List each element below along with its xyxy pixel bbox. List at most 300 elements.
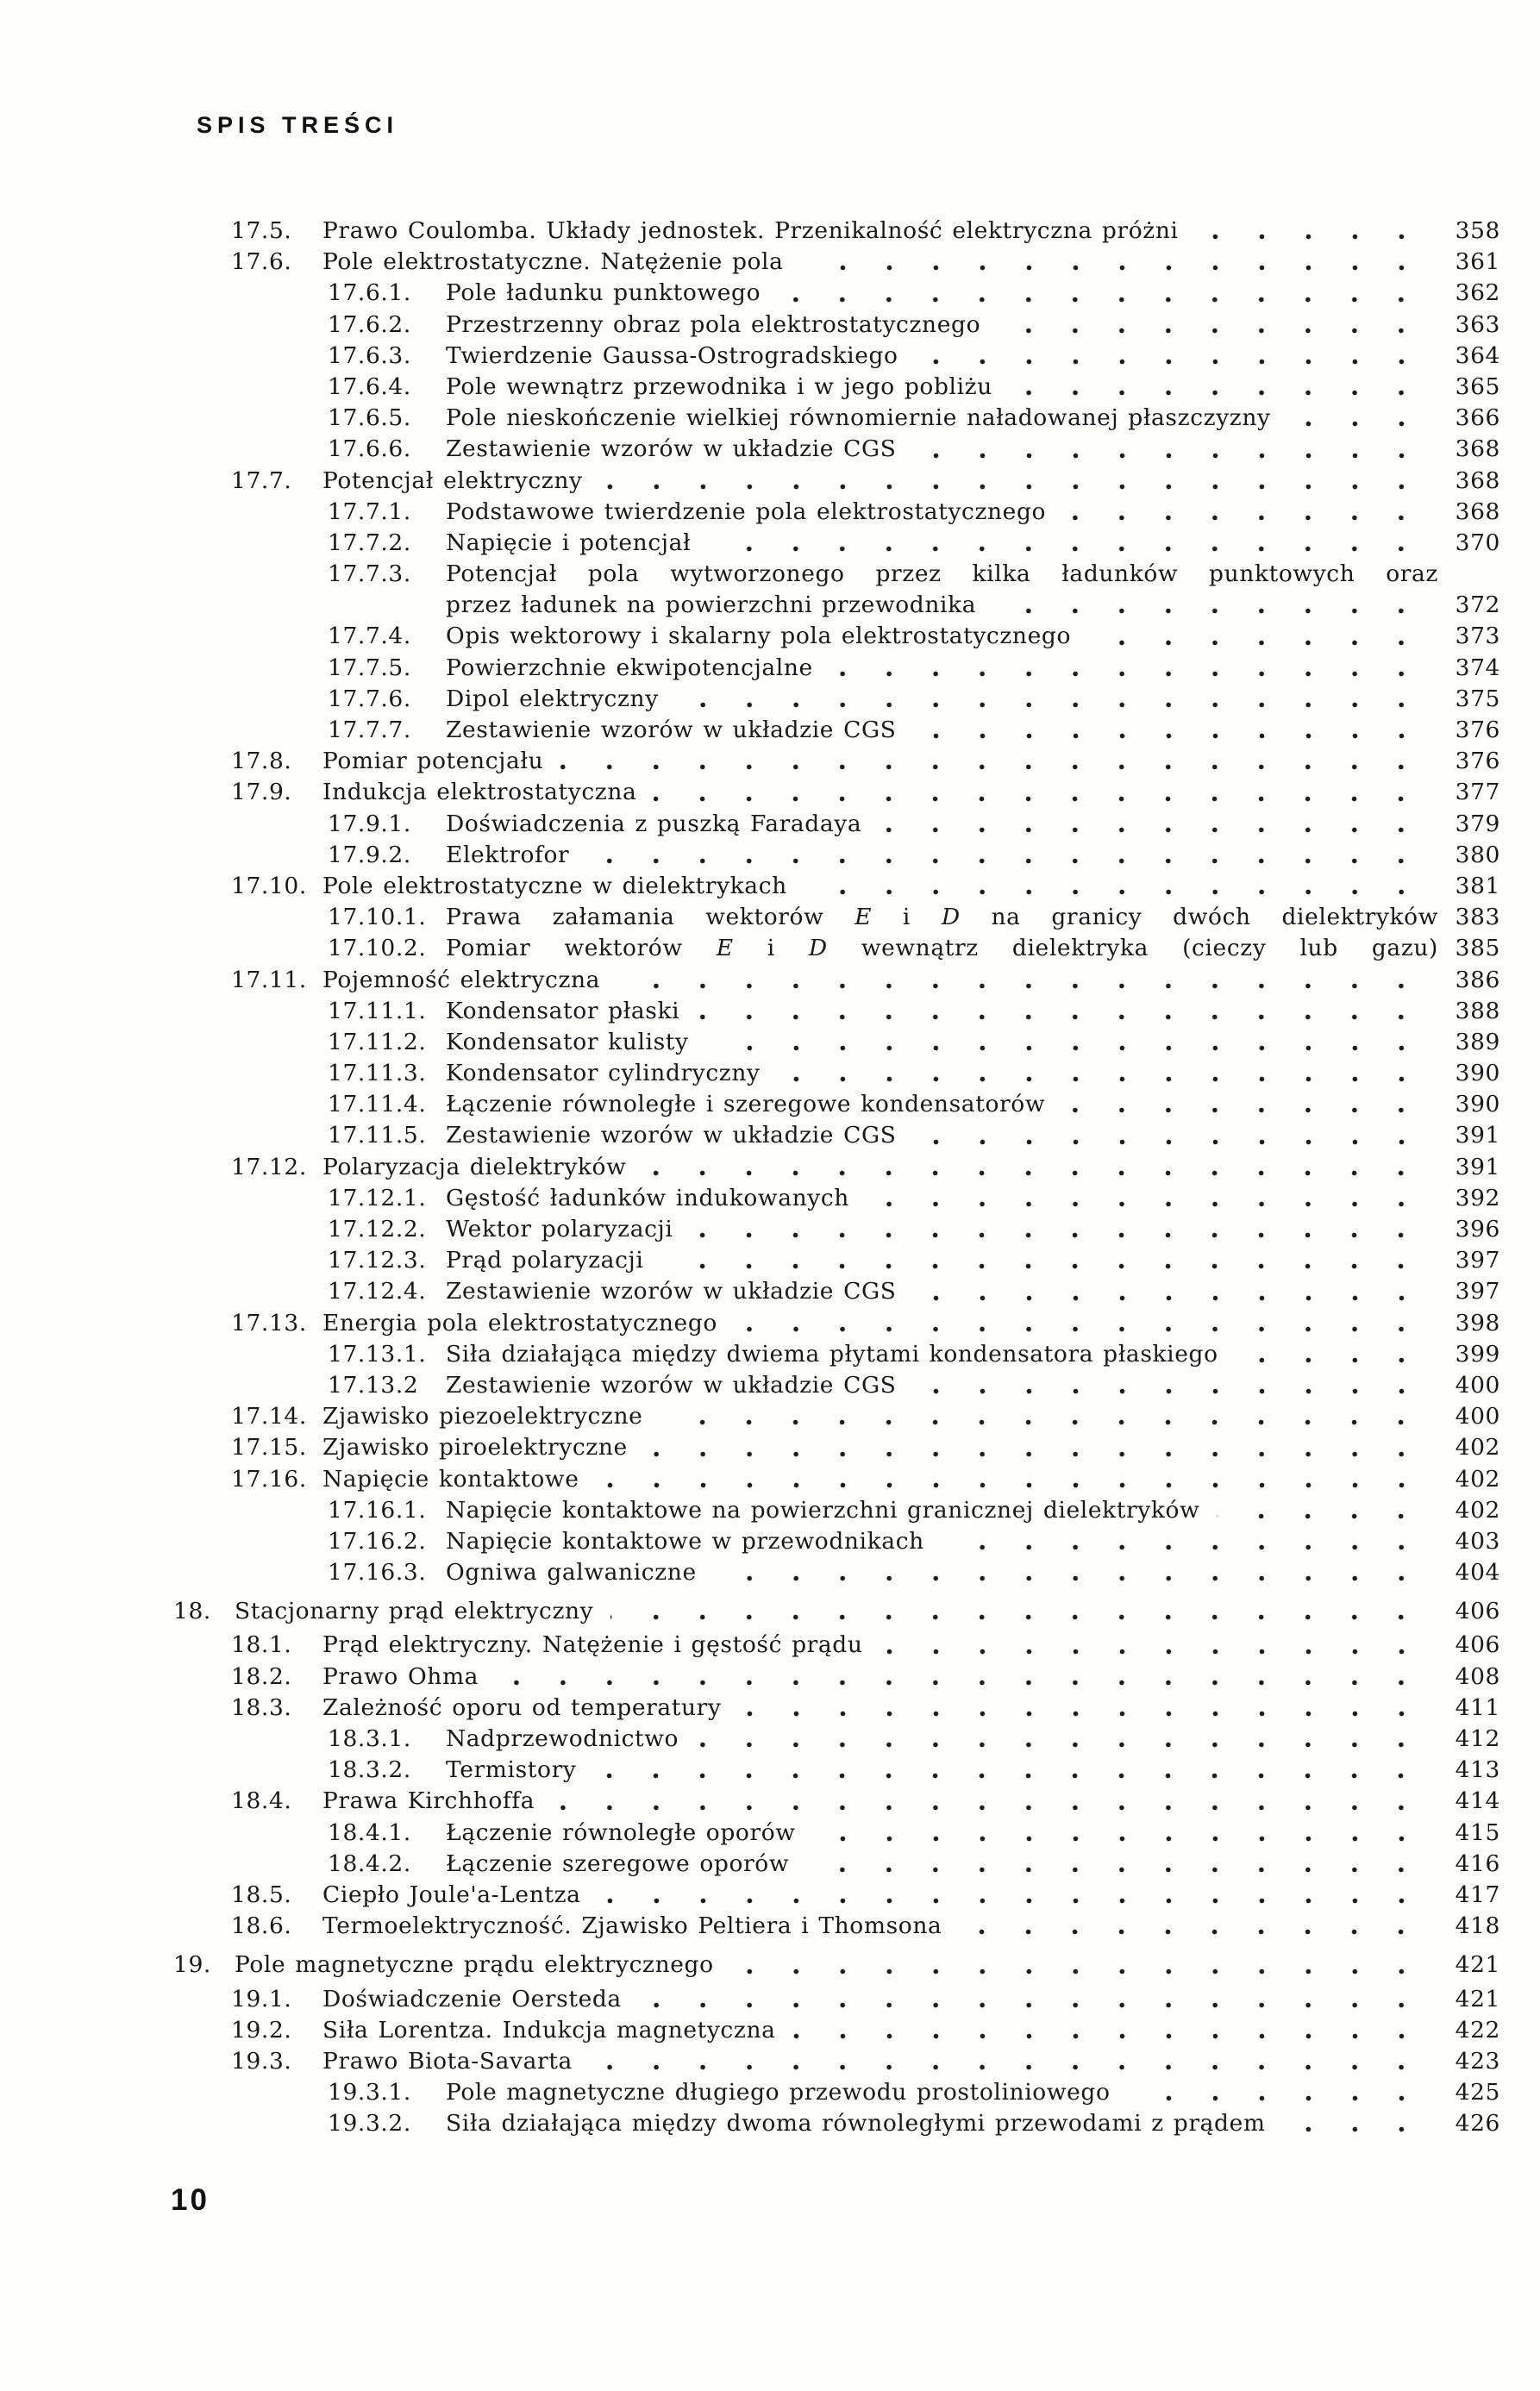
toc-entry — [0, 1120, 1540, 1151]
toc-entry-number: 17.6.1. — [328, 279, 411, 307]
dot-leader — [560, 764, 1424, 770]
toc-entry-title — [446, 1849, 789, 1880]
toc-entry — [0, 2046, 1540, 2077]
toc-entry-page: 397 — [1455, 1247, 1500, 1274]
toc-entry-page: 425 — [1455, 2079, 1500, 2106]
toc-entry-title-text: Polaryzacja dielektryków — [322, 1153, 627, 1180]
toc-entry — [0, 466, 1540, 497]
toc-entry-page: 396 — [1455, 1216, 1500, 1242]
toc-entry-number: 17.6.5. — [328, 404, 411, 432]
toc-entry-title-text: Potencjał elektryczny — [322, 466, 583, 494]
dot-leader — [645, 1451, 1424, 1457]
toc-entry-page: 376 — [1455, 717, 1500, 743]
dot-leader — [1088, 640, 1424, 646]
toc-entry — [0, 1183, 1540, 1214]
toc-entry — [0, 1027, 1540, 1058]
toc-entry — [0, 933, 1540, 964]
toc-entry — [0, 653, 1540, 684]
toc-entry — [0, 1276, 1540, 1307]
toc-entry-title-text: Pole magnetyczne prądu elektrycznego — [235, 1951, 714, 1979]
toc-entry-title-text: Napięcie kontaktowe w przewodnikach — [446, 1527, 924, 1555]
toc-entry-number: 17.12. — [231, 1153, 307, 1180]
dot-leader — [654, 796, 1424, 802]
toc-entry-title — [446, 653, 813, 684]
dot-leader — [867, 1201, 1424, 1207]
table-of-contents — [0, 216, 1540, 2139]
toc-entry-title-text: Łączenie równoległe i szeregowe kondensatorów — [446, 1091, 1046, 1118]
toc-entry — [0, 1693, 1540, 1724]
toc-entry-title-text: Pojemność elektryczna — [322, 966, 601, 993]
dot-leader — [1217, 1513, 1424, 1519]
toc-entry-number: 18. — [173, 1598, 211, 1625]
toc-entry-title — [446, 403, 1271, 434]
toc-entry — [0, 1245, 1540, 1276]
toc-entry — [0, 1818, 1540, 1849]
dot-leader — [1236, 1357, 1424, 1363]
toc-entry-number: 19.1. — [231, 1985, 292, 2012]
toc-entry-page: 402 — [1455, 1434, 1500, 1462]
toc-entry-page: 411 — [1455, 1693, 1500, 1721]
toc-entry-page: 372 — [1455, 591, 1500, 619]
toc-entry-title-text: przez ładunek na powierzchni przewodnika — [446, 591, 977, 619]
dot-leader — [660, 1263, 1424, 1269]
dot-leader — [914, 1139, 1425, 1145]
toc-entry — [0, 1950, 1540, 1981]
toc-entry-title-text: Kondensator cylindryczny — [446, 1060, 761, 1087]
toc-entry-title-text: Pole elektrostatyczne. Natężenie pola — [322, 248, 784, 276]
toc-entry-number: 18.2. — [231, 1662, 292, 1690]
dot-leader — [708, 546, 1424, 552]
dot-leader — [942, 1544, 1424, 1550]
dot-leader — [778, 297, 1424, 303]
toc-entry — [0, 310, 1540, 341]
toc-entry — [0, 777, 1540, 808]
toc-entry-title-text: Zestawienie wzorów w układzie CGS — [446, 1371, 897, 1399]
toc-entry-title — [322, 1401, 642, 1432]
dot-leader — [586, 858, 1424, 864]
toc-entry-title-text: Prawa Kirchhoffa — [322, 1787, 535, 1815]
toc-entry-title-text: Zestawienie wzorów w układzie CGS — [446, 717, 897, 743]
toc-entry-title — [322, 2015, 776, 2046]
toc-entry-title — [446, 1120, 897, 1151]
toc-entry-number: 17.7.3. — [328, 560, 411, 588]
toc-entry-page: 421 — [1455, 1985, 1500, 2012]
toc-entry — [0, 247, 1540, 278]
toc-entry-title — [446, 809, 861, 840]
toc-entry-page: 386 — [1455, 966, 1500, 993]
toc-entry-number: 18.3. — [231, 1693, 292, 1721]
toc-entry-title — [446, 902, 1438, 933]
toc-entry-title-text: Kondensator płaski — [446, 997, 680, 1024]
toc-entry-number: 17.7.1. — [328, 498, 411, 525]
toc-entry-number: 17.6.6. — [328, 435, 411, 463]
toc-entry-number: 17.16.3. — [328, 1559, 427, 1587]
toc-entry — [0, 1058, 1540, 1089]
toc-entry-title — [322, 1911, 942, 1942]
toc-entry-title-text: Napięcie kontaktowe — [322, 1465, 579, 1493]
toc-entry — [0, 1370, 1540, 1401]
toc-entry-number: 18.1. — [231, 1631, 292, 1659]
toc-entry-number: 17.11.5. — [328, 1122, 427, 1149]
toc-entry-number: 18.3.1. — [328, 1725, 411, 1752]
dot-leader — [696, 1742, 1424, 1748]
toc-entry — [0, 1984, 1540, 2015]
toc-entry-number: 17.11.1. — [328, 997, 427, 1024]
toc-entry-page: 363 — [1455, 310, 1500, 338]
toc-entry-title — [446, 434, 897, 465]
toc-entry-title-text: Zestawienie wzorów w układzie CGS — [446, 435, 897, 463]
toc-entry-title — [322, 247, 784, 278]
toc-entry — [0, 1214, 1540, 1245]
toc-entry-page: 368 — [1455, 435, 1500, 463]
toc-entry — [0, 528, 1540, 559]
toc-entry-title — [446, 1370, 897, 1401]
dot-leader — [879, 827, 1424, 833]
toc-entry — [0, 2077, 1540, 2108]
toc-entry-title-text: Siła działająca między dwiema płytami kondensatora płaskiego — [446, 1340, 1218, 1368]
dot-leader — [593, 1773, 1424, 1779]
dot-leader — [1288, 421, 1424, 427]
dot-leader — [597, 1482, 1425, 1488]
toc-entry-title-text: Pole ładunku punktowego — [446, 279, 761, 307]
toc-entry-title — [446, 372, 992, 403]
toc-entry — [0, 1495, 1540, 1526]
toc-entry — [0, 1308, 1540, 1339]
toc-entry-number: 17.9. — [231, 779, 292, 806]
toc-entry-title-text: Termoelektryczność. Zjawisko Peltiera i Thomsona — [322, 1912, 942, 1940]
dot-leader — [600, 484, 1424, 490]
dot-leader — [739, 1711, 1424, 1717]
toc-entry-page: 362 — [1455, 279, 1500, 307]
toc-entry-number: 17.13.1. — [328, 1340, 427, 1368]
toc-entry-title-text: Pomiar potencjału — [322, 748, 544, 775]
toc-entry-title-text: Prawo Coulomba. Układy jednostek. Przenikalność elektryczna próżni — [322, 217, 1179, 244]
toc-entry — [0, 372, 1540, 403]
dot-leader — [1128, 2095, 1424, 2101]
toc-entry-number: 17.6. — [231, 248, 292, 276]
toc-entry — [0, 497, 1540, 528]
toc-entry-title-italic: E — [855, 904, 873, 931]
toc-entry-page: 373 — [1455, 623, 1500, 650]
toc-entry-title-text: Kondensator kulisty — [446, 1028, 689, 1055]
toc-entry-title-text: Opis wektorowy i skalarny pola elektrostatycznego — [446, 623, 1071, 650]
toc-entry — [0, 1880, 1540, 1911]
toc-entry-title — [446, 2077, 1111, 2108]
toc-entry-title-text: Pole wewnątrz przewodnika i w jego pobliżu — [446, 372, 992, 400]
toc-entry-number: 17.11. — [231, 966, 307, 993]
toc-entry — [0, 559, 1540, 590]
toc-entry-title — [446, 621, 1071, 652]
toc-entry-title — [446, 559, 1438, 590]
toc-entry-title — [446, 1495, 1199, 1526]
toc-entry-title-text: Siła Lorentza. Indukcja magnetyczna — [322, 2016, 776, 2044]
toc-entry-title-italic: D — [941, 904, 961, 931]
dot-leader — [813, 1836, 1424, 1842]
dot-leader — [778, 1076, 1424, 1082]
dot-leader — [993, 608, 1424, 614]
toc-entry-title-text: Dipol elektryczny — [446, 685, 659, 712]
toc-entry-title-text: Prawo Ohma — [322, 1662, 479, 1690]
toc-entry-title — [446, 933, 1438, 964]
toc-entry-title — [322, 1152, 626, 1183]
toc-entry-title-text: Energia pola elektrostatycznego — [322, 1309, 717, 1336]
toc-entry-title-text: Prąd polaryzacji — [446, 1247, 644, 1274]
toc-entry-page: 418 — [1455, 1912, 1500, 1940]
toc-entry — [0, 1786, 1540, 1817]
dot-leader — [914, 733, 1425, 739]
toc-entry-number: 17.16.1. — [328, 1496, 427, 1524]
toc-entry-title — [446, 1276, 897, 1307]
toc-entry-title — [322, 1880, 581, 1911]
toc-entry — [0, 434, 1540, 465]
toc-entry-title — [446, 1557, 697, 1588]
toc-entry-page: 388 — [1455, 997, 1500, 1024]
toc-entry — [0, 996, 1540, 1027]
toc-entry-page: 406 — [1455, 1631, 1500, 1659]
toc-entry-title-text: Gęstość ładunków indukowanych — [446, 1184, 849, 1211]
toc-entry-number: 18.4.1. — [328, 1818, 411, 1846]
toc-entry-page: 398 — [1455, 1309, 1500, 1336]
toc-entry-title-text: Indukcja elektrostatyczna — [322, 779, 637, 806]
toc-entry-number: 17.10.2. — [328, 935, 427, 962]
toc-entry-title — [446, 1245, 643, 1276]
toc-entry-title — [446, 278, 761, 309]
dot-leader — [496, 1680, 1424, 1686]
dot-leader — [660, 1419, 1424, 1425]
dot-leader — [914, 1295, 1425, 1301]
toc-entry-number: 19.3.1. — [328, 2079, 411, 2106]
toc-entry-number: 18.4. — [231, 1787, 292, 1815]
toc-entry-title — [322, 746, 543, 777]
dot-leader — [1062, 1107, 1424, 1113]
toc-entry — [0, 278, 1540, 309]
dot-leader — [801, 265, 1424, 271]
toc-entry-title-text: i — [872, 904, 942, 931]
toc-entry-title-text: Potencjał pola wytworzonego przez kilka ładunków punktowych oraz — [446, 560, 1438, 588]
toc-entry-title-text: Siła działająca między dwoma równoległymi przewodami z prądem — [446, 2110, 1266, 2138]
dot-leader — [804, 889, 1424, 895]
toc-entry-page: 390 — [1455, 1060, 1500, 1087]
toc-entry-number: 17.14. — [231, 1403, 307, 1430]
dot-leader — [617, 983, 1424, 989]
toc-entry-page: 417 — [1455, 1881, 1500, 1908]
toc-entry — [0, 902, 1540, 933]
toc-entry-page: 391 — [1455, 1122, 1500, 1149]
toc-entry — [0, 1596, 1540, 1627]
toc-entry — [0, 715, 1540, 746]
toc-entry-page: 408 — [1455, 1662, 1500, 1690]
toc-entry-number: 17.11.4. — [328, 1091, 427, 1118]
toc-entry-number: 17.13.2 — [328, 1371, 419, 1399]
toc-entry-title — [322, 216, 1179, 247]
toc-entry-number: 17.12.2. — [328, 1216, 427, 1242]
toc-entry-page: 358 — [1455, 217, 1500, 244]
toc-entry-number: 17.16.2. — [328, 1527, 427, 1555]
dot-leader — [690, 1232, 1424, 1238]
toc-entry-page: 365 — [1455, 372, 1500, 400]
toc-entry-title-text: Ogniwa galwaniczne — [446, 1559, 697, 1587]
toc-entry-title-text: Prawo Biota-Savarta — [322, 2047, 573, 2075]
toc-entry-page: 385 — [1455, 935, 1500, 962]
toc-entry-number: 18.6. — [231, 1912, 292, 1940]
toc-entry-title — [446, 528, 691, 559]
toc-entry-title — [446, 715, 897, 746]
toc-entry-number: 17.10. — [231, 872, 307, 899]
toc-entry — [0, 1152, 1540, 1183]
toc-entry-page: 380 — [1455, 841, 1500, 868]
toc-entry-title-text: Zależność oporu od temperatury — [322, 1693, 722, 1721]
toc-entry-page: 426 — [1455, 2110, 1500, 2138]
toc-entry-title-text: Zjawisko piezoelektryczne — [322, 1403, 643, 1430]
toc-entry — [0, 1401, 1540, 1432]
toc-entry-title-text: Zjawisko piroelektryczne — [322, 1434, 628, 1462]
toc-entry — [0, 684, 1540, 715]
toc-entry-title-text: Doświadczenia z puszką Faradaya — [446, 810, 862, 837]
toc-entry-title-italic: D — [808, 935, 828, 962]
toc-entry — [0, 965, 1540, 996]
toc-entry-title-text: Pole elektrostatyczne w dielektrykach — [322, 872, 787, 899]
toc-entry-title-text: Napięcie kontaktowe na powierzchni granicznej dielektryków — [446, 1496, 1200, 1524]
toc-entry-page: 402 — [1455, 1465, 1500, 1493]
dot-leader — [643, 1170, 1424, 1176]
toc-entry-title — [322, 1464, 579, 1495]
toc-entry-page: 361 — [1455, 248, 1500, 276]
toc-entry-title — [322, 1308, 717, 1339]
toc-entry-title-text: Twierdzenie Gaussa-Ostrogradskiego — [446, 341, 898, 369]
toc-entry-number: 17.12.4. — [328, 1278, 427, 1305]
toc-entry — [0, 809, 1540, 840]
toc-entry-page: 368 — [1455, 498, 1500, 525]
toc-entry — [0, 1464, 1540, 1495]
toc-entry-number: 17.12.3. — [328, 1247, 427, 1274]
toc-entry-title — [322, 466, 583, 497]
toc-entry-title-text: Ciepło Joule'a-Lentza — [322, 1881, 581, 1908]
toc-entry-page: 389 — [1455, 1028, 1500, 1055]
dot-leader — [706, 1045, 1424, 1051]
toc-entry-number: 18.5. — [231, 1881, 292, 1908]
toc-entry-title-text: Pomiar wektorów — [446, 935, 717, 962]
toc-entry — [0, 1089, 1540, 1120]
toc-entry-title — [446, 1724, 679, 1755]
toc-entry-number: 17.9.2. — [328, 841, 411, 868]
toc-entry-title — [322, 1984, 622, 2015]
toc-entry-title — [235, 1950, 714, 1981]
toc-entry-title — [446, 684, 659, 715]
toc-entry-title-text: Stacjonarny prąd elektryczny — [235, 1598, 594, 1625]
toc-entry-title — [446, 1526, 924, 1557]
toc-entry — [0, 403, 1540, 434]
toc-entry-title — [446, 310, 980, 341]
dot-leader — [697, 1014, 1424, 1020]
toc-entry-page: 390 — [1455, 1091, 1500, 1118]
toc-entry-title — [446, 590, 976, 621]
dot-leader — [916, 359, 1424, 365]
dot-leader — [598, 1898, 1424, 1904]
dot-leader — [1196, 234, 1424, 240]
toc-entry-number: 17.5. — [231, 217, 292, 244]
toc-entry-page: 414 — [1455, 1787, 1500, 1815]
toc-entry-page: 402 — [1455, 1496, 1500, 1524]
toc-entry-page: 423 — [1455, 2047, 1500, 2075]
toc-entry-title-text: Łączenie równoległe oporów — [446, 1818, 796, 1846]
toc-entry — [0, 1724, 1540, 1755]
toc-entry-number: 17.7.6. — [328, 685, 411, 712]
toc-entry-title — [322, 965, 600, 996]
toc-entry-page: 370 — [1455, 529, 1500, 556]
toc-entry-number: 17.7.2. — [328, 529, 411, 556]
toc-entry-page: 381 — [1455, 872, 1500, 899]
toc-entry — [0, 621, 1540, 652]
toc-entry — [0, 2108, 1540, 2139]
toc-entry-title-text: Elektrofor — [446, 841, 570, 868]
toc-entry-title-text: na granicy dwóch dielektryków — [960, 904, 1439, 931]
toc-entry-page: 364 — [1455, 341, 1500, 369]
toc-entry-title-italic: E — [716, 935, 734, 962]
toc-entry-title — [322, 777, 636, 808]
toc-entry-number: 17.6.3. — [328, 341, 411, 369]
toc-entry — [0, 871, 1540, 902]
toc-entry-number: 17.12.1. — [328, 1184, 427, 1211]
toc-entry — [0, 840, 1540, 871]
toc-entry-page: 415 — [1455, 1818, 1500, 1846]
toc-entry-number: 17.15. — [231, 1434, 307, 1462]
toc-entry-title-text: Prąd elektryczny. Natężenie i gęstość prądu — [322, 1631, 863, 1659]
toc-entry-title — [322, 1786, 535, 1817]
toc-entry — [0, 1432, 1540, 1463]
toc-entry-page: 400 — [1455, 1371, 1500, 1399]
toc-entry-title — [446, 497, 1046, 528]
toc-entry-title — [322, 871, 787, 902]
dot-leader — [610, 1614, 1424, 1620]
toc-entry-title — [446, 1818, 796, 1849]
toc-entry-title-text: wewnątrz dielektryka (cieczy lub gazu) — [827, 935, 1438, 962]
toc-entry — [0, 1911, 1540, 1942]
toc-entry-title — [446, 341, 898, 372]
dot-leader — [639, 2002, 1424, 2008]
toc-entry-title — [446, 996, 679, 1027]
dot-leader — [880, 1649, 1424, 1655]
toc-entry-title-text: Pole nieskończenie wielkiej równomiernie naładowanej płaszczyzny — [446, 404, 1271, 432]
toc-entry-number: 19. — [173, 1951, 211, 1979]
dot-leader — [731, 1969, 1424, 1975]
toc-entry — [0, 2015, 1540, 2046]
toc-entry-title — [322, 1662, 479, 1693]
toc-entry-title-text: Podstawowe twierdzenie pola elektrostatycznego — [446, 498, 1047, 525]
toc-entry-title-text: Napięcie i potencjał — [446, 529, 692, 556]
toc-entry-title-text: Wektor polaryzacji — [446, 1216, 673, 1242]
toc-entry-page: 379 — [1455, 810, 1500, 837]
toc-entry — [0, 1526, 1540, 1557]
toc-entry-page: 403 — [1455, 1527, 1500, 1555]
toc-entry-title-text: Powierzchnie ekwipotencjalne — [446, 654, 813, 681]
dot-leader — [806, 1867, 1424, 1873]
toc-entry-page: 412 — [1455, 1725, 1500, 1752]
toc-entry-page: 366 — [1455, 404, 1500, 432]
toc-entry — [0, 216, 1540, 247]
toc-entry-title — [446, 1755, 576, 1786]
dot-leader — [552, 1805, 1424, 1811]
toc-entry-title — [322, 2046, 573, 2077]
dot-leader — [735, 1326, 1424, 1332]
dot-leader — [676, 702, 1424, 708]
toc-entry-page: 400 — [1455, 1403, 1500, 1430]
toc-entry-title — [446, 1214, 673, 1245]
toc-entry — [0, 1662, 1540, 1693]
toc-entry-page: 375 — [1455, 685, 1500, 712]
toc-entry-page: 404 — [1455, 1559, 1500, 1587]
dot-leader — [830, 671, 1424, 677]
toc-entry-title-text: Pole magnetyczne długiego przewodu prostoliniowego — [446, 2079, 1111, 2106]
